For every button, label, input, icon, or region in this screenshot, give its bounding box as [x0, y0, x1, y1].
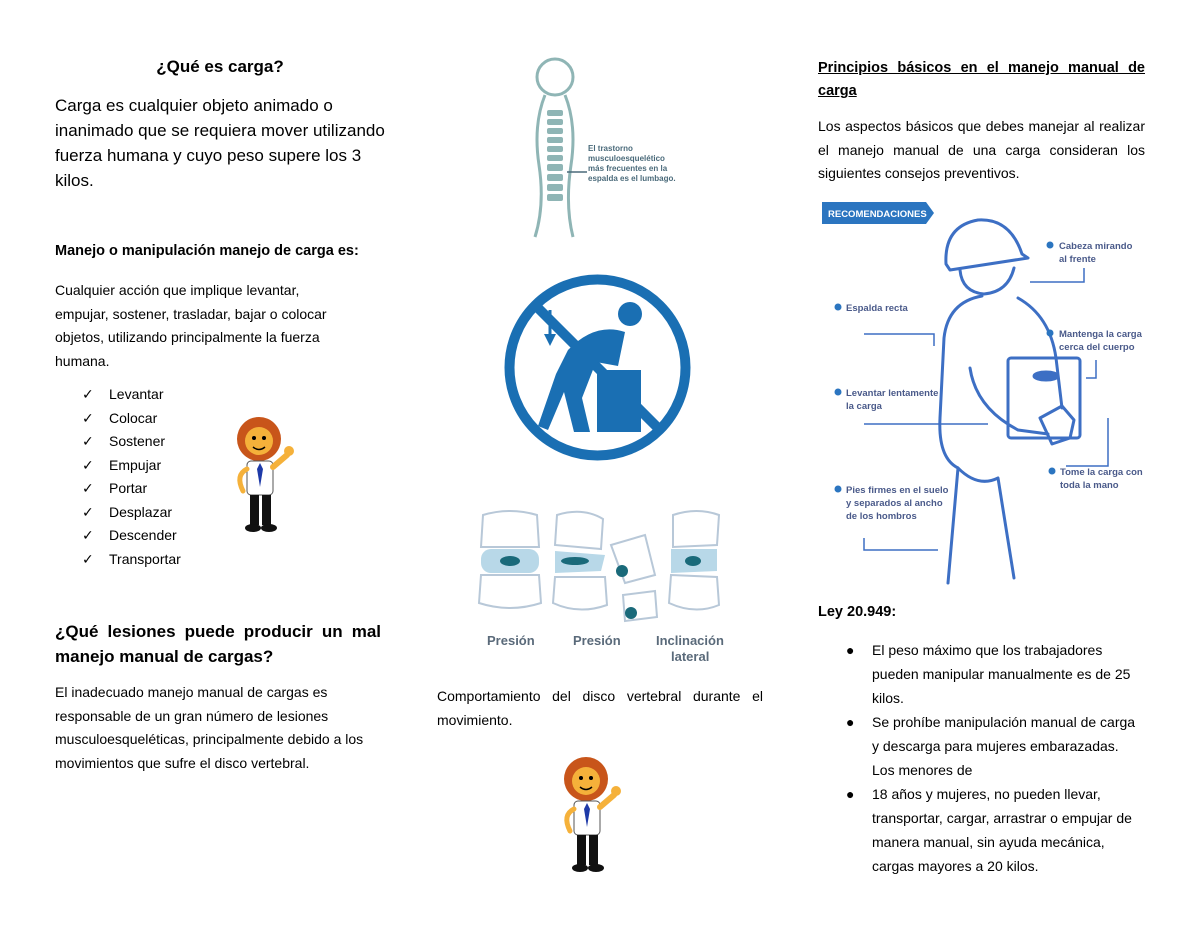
check-icon: ✓ [82, 433, 94, 449]
carga-definition: Carga es cualquier objeto animado o inanimado que se requiera mover utilizando fuerza humana y cuyo peso supere los 3 kilos. [55, 96, 385, 190]
rec-label: Cabeza mirando [1059, 241, 1133, 252]
check-icon: ✓ [82, 386, 94, 402]
principles-heading: Principios básicos en el manejo manual de carga [818, 60, 1145, 99]
rec-label: Espalda recta [846, 303, 908, 314]
rec-label: cerca del cuerpo [1059, 342, 1135, 353]
bullet-icon: ● [846, 786, 855, 802]
disc-label-presion: Presión [487, 633, 535, 648]
handling-heading: Manejo o manipulación manejo de carga es: [55, 243, 359, 259]
rec-label: Pies firmes en el suelo [846, 485, 949, 496]
rec-label: Levantar lentamente [846, 388, 939, 399]
disc-caption: Comportamiento del disco vertebral durante el movimiento. [437, 688, 763, 728]
bullet-icon: ● [846, 714, 855, 730]
handling-text: Cualquier acción que implique levantar, empujar, sostener, trasladar, bajar o colocar objetos, utilizando principalmente la fuerza humana. [55, 282, 327, 369]
rec-label: toda la mano [1060, 480, 1119, 491]
lion-mascot-illustration [552, 755, 630, 873]
rec-label: de los hombros [846, 511, 917, 522]
recommendations-illustration [818, 198, 1148, 588]
rec-label: y separados al ancho [846, 498, 943, 509]
list-item: ● El peso máximo que los trabajadores pueden manipular manualmente es de 25 kilos. [845, 638, 1145, 710]
list-item: ✓ Transportar [82, 548, 232, 572]
list-item: ✓ Portar [82, 477, 232, 501]
law-list [845, 638, 1145, 878]
disc-label-inclinacion: Inclinación [656, 633, 724, 648]
list-item: ✓ Desplazar [82, 501, 232, 525]
rec-label: la carga [846, 401, 882, 412]
bullet-icon: ● [846, 642, 855, 658]
check-icon: ✓ [82, 527, 94, 543]
check-icon: ✓ [82, 409, 94, 426]
title-que-es-carga: ¿Qué es carga? [156, 57, 284, 76]
list-item: ✓ Descender [82, 524, 232, 548]
list-item: ✓ Empujar [82, 454, 232, 478]
check-icon: ✓ [82, 550, 94, 567]
disc-label-presion: Presión [573, 633, 621, 648]
list-item: ● 18 años y mujeres, no pueden llevar, transportar, cargar, arrastrar o empujar de manera manual, sin ayuda mecánica, cargas mayores a 20 kilos. [845, 782, 1145, 878]
rec-label: al frente [1059, 254, 1096, 265]
spine-note-line: espalda es el lumbago. [588, 174, 676, 183]
spine-illustration [525, 55, 690, 240]
spine-note-line: más frecuentes en la [588, 164, 668, 173]
check-icon: ✓ [82, 456, 94, 473]
injuries-text: El inadecuado manejo manual de cargas es responsable de un gran número de lesiones musculoesqueléticas, principalmente debido a los movimientos que sufre el disco vertebral. [55, 684, 364, 771]
rec-label: Mantenga la carga [1059, 329, 1142, 340]
vertebral-disc-illustration [475, 505, 725, 670]
law-heading: Ley 20.949: [818, 604, 897, 620]
disc-label-lateral: lateral [671, 649, 710, 664]
list-item: ✓ Sostener [82, 430, 232, 454]
injuries-heading: ¿Qué lesiones puede producir un mal manejo manual de cargas? [55, 622, 381, 666]
check-icon: ✓ [82, 503, 94, 520]
spine-note-line: El trastorno [588, 144, 633, 153]
spine-note-line: musculoesquelético [588, 154, 665, 163]
rec-banner: RECOMENDACIONES [828, 209, 927, 220]
action-checklist [82, 383, 232, 571]
list-item: ● Se prohíbe manipulación manual de carga y descarga para mujeres embarazadas. Los menores de [845, 710, 1145, 782]
lion-mascot-illustration [225, 415, 303, 533]
rec-label: Tome la carga con [1060, 467, 1143, 478]
no-lifting-sign-icon [500, 270, 695, 465]
list-item: ✓ Levantar [82, 383, 232, 407]
check-icon: ✓ [82, 480, 94, 496]
list-item: ✓ Colocar [82, 407, 232, 431]
principles-intro: Los aspectos básicos que debes manejar al realizar el manejo manual de una carga consideran los siguientes consejos preventivos. [818, 118, 1145, 181]
